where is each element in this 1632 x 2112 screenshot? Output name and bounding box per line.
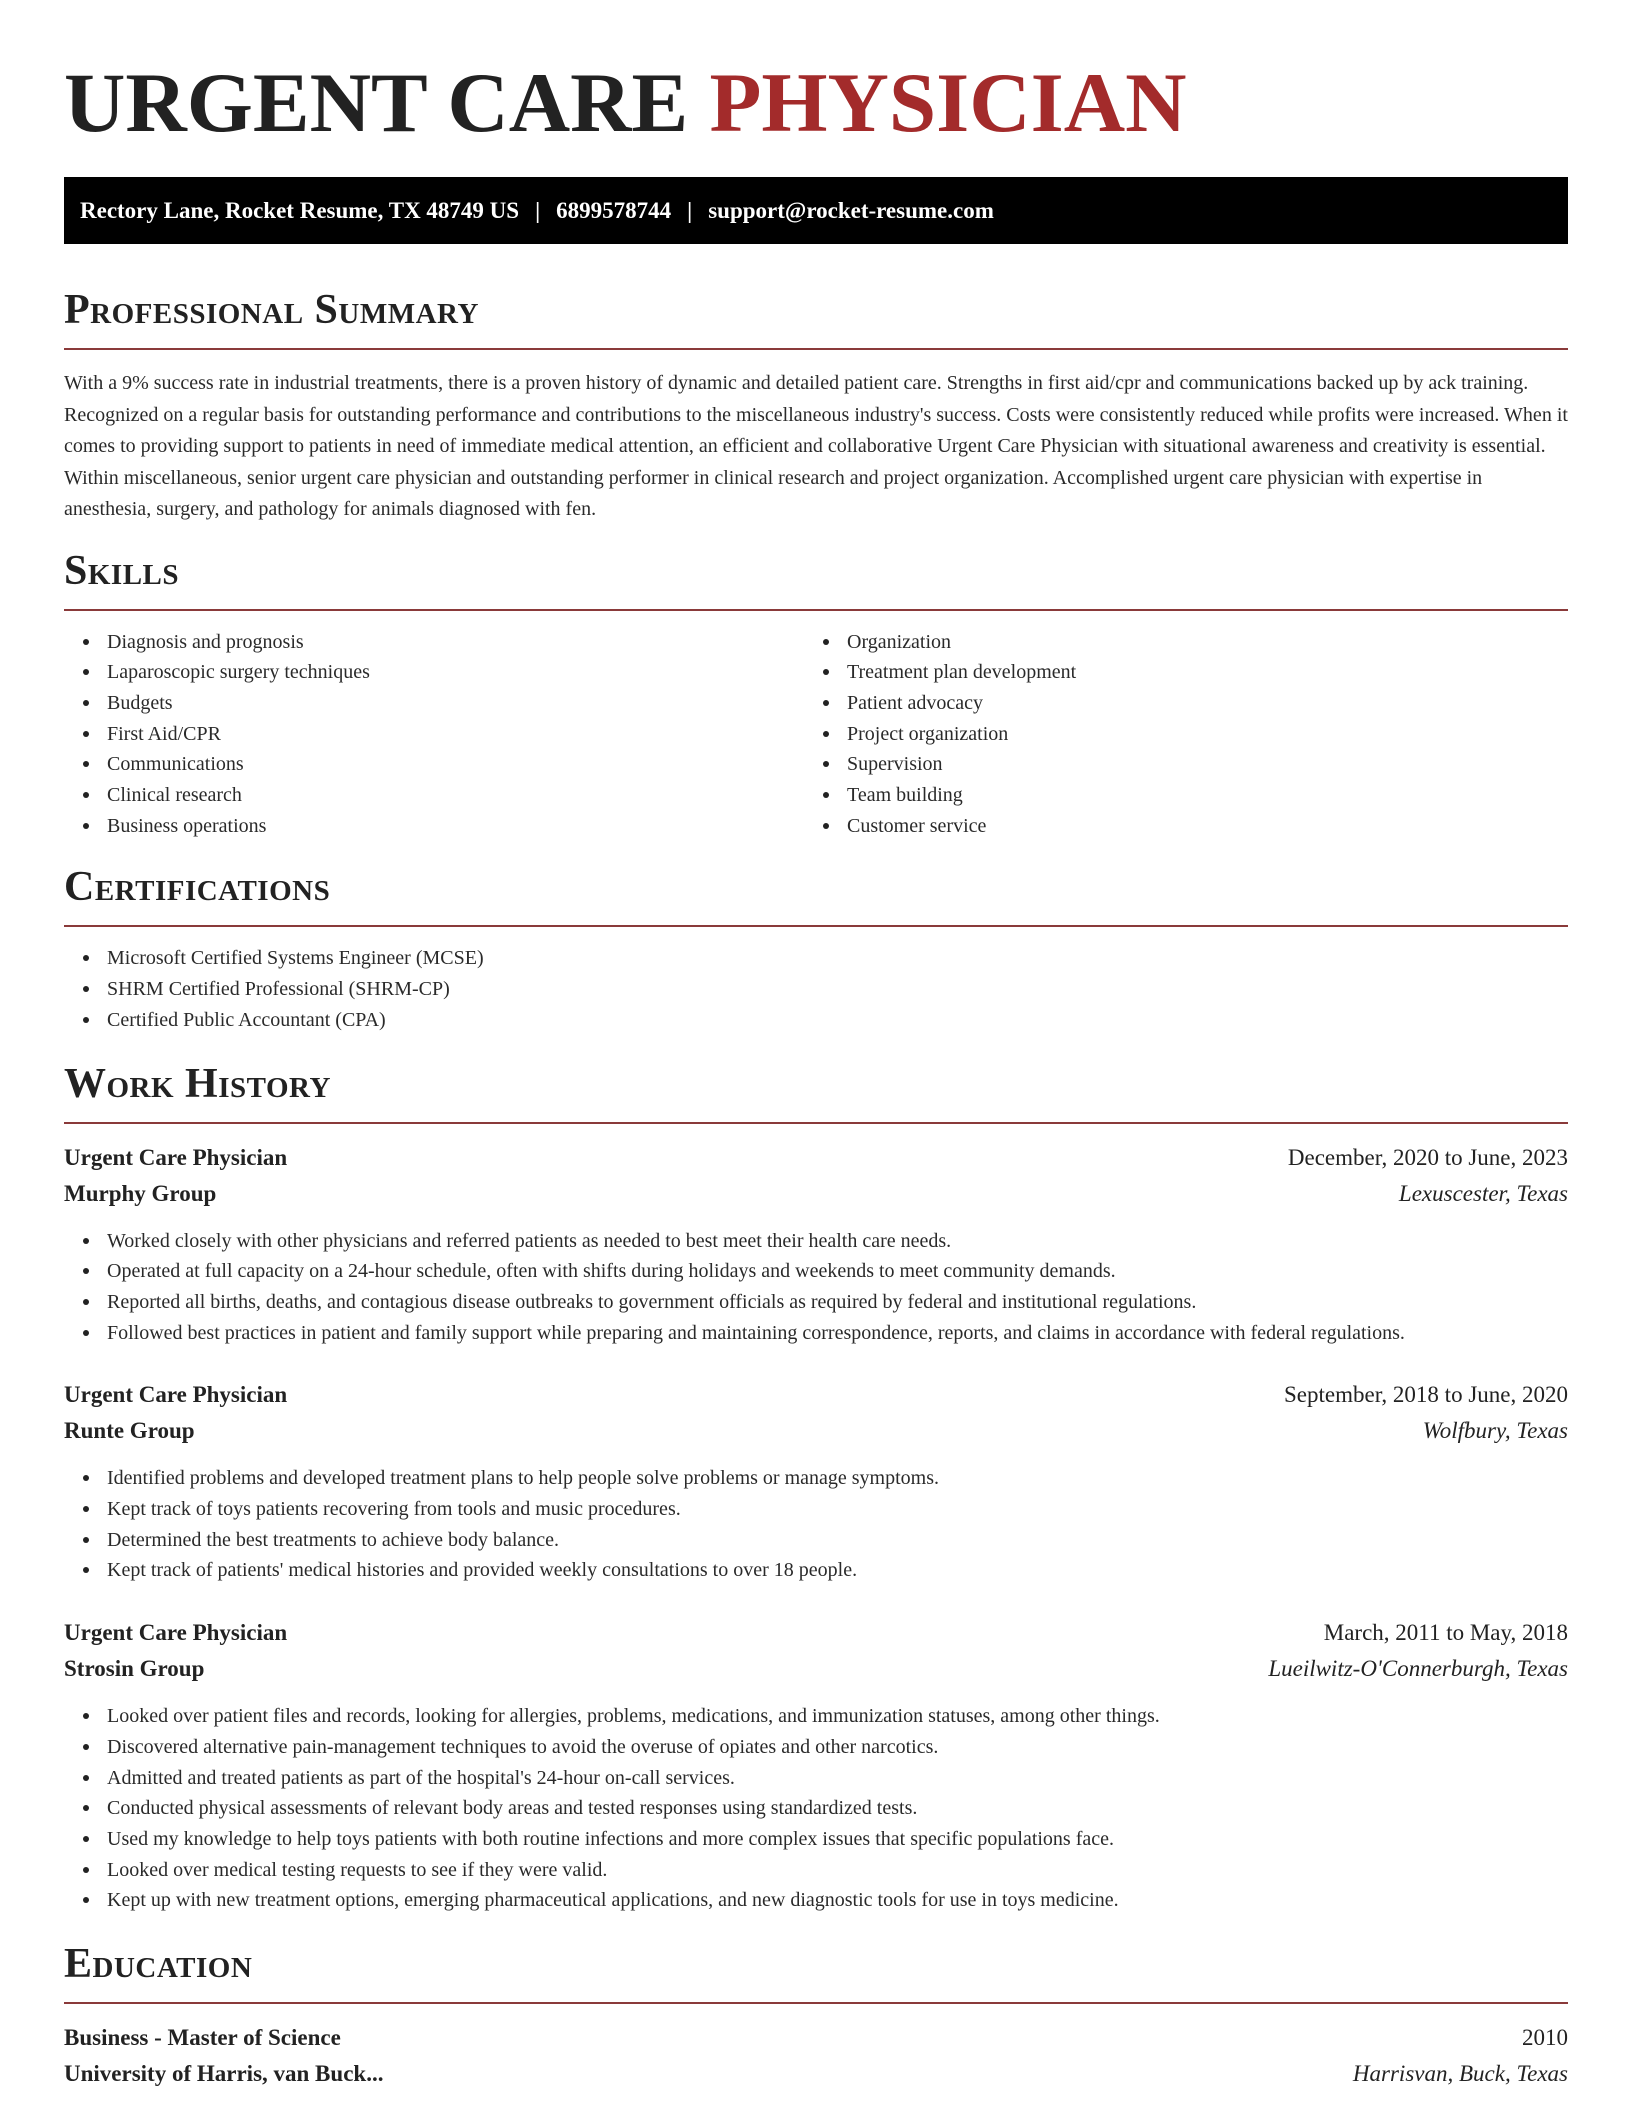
job-company-row: [64, 1651, 1568, 1687]
skill-item: Budgets: [107, 688, 804, 719]
section-divider: [64, 925, 1568, 927]
certification-item: SHRM Certified Professional (SHRM-CP): [107, 974, 1568, 1005]
skill-item: Treatment plan development: [847, 657, 1544, 688]
job-duty: Kept track of toys patients recovering from tools and music procedures.: [107, 1494, 1568, 1525]
job-company: Strosin Group: [64, 1656, 205, 1682]
education-section: [64, 1940, 1568, 2092]
skills-section: [64, 547, 1568, 842]
skill-item: Patient advocacy: [847, 688, 1544, 719]
skill-item: First Aid/CPR: [107, 719, 804, 750]
job-dates: September, 2018 to June, 2020: [1284, 1382, 1568, 1408]
job-dates: December, 2020 to June, 2023: [1287, 1144, 1568, 1170]
job-company-row: [64, 1413, 1568, 1449]
job-duty: Admitted and treated patients as part of the hospital's 24-hour on-call services.: [107, 1763, 1568, 1794]
job-header-row: [64, 1377, 1568, 1413]
skill-item: Supervision: [847, 749, 1544, 780]
job-header-row: [64, 1140, 1568, 1176]
job-location: Lexuscester, Texas: [1398, 1180, 1568, 1206]
job-duty: Operated at full capacity on a 24-hour schedule, often with shifts during holidays and weekends to meet community demands.: [107, 1256, 1568, 1287]
summary-section: [64, 286, 1568, 526]
education-degree: Business - Master of Science: [64, 2025, 341, 2051]
contact-separator: |: [687, 197, 693, 223]
skill-item: Communications: [107, 749, 804, 780]
job-duty: Determined the best treatments to achieve body balance.: [107, 1525, 1568, 1556]
certifications-heading: Certifications: [64, 864, 331, 911]
education-location: Harrisvan, Buck, Texas: [1352, 2061, 1568, 2087]
skill-item: Clinical research: [107, 780, 804, 811]
work-history-section: [64, 1060, 1568, 1917]
job-duty: Worked closely with other physicians and referred patients as needed to best meet their health care needs.: [107, 1226, 1568, 1257]
education-heading: Education: [64, 1941, 253, 1988]
job-entry: [64, 1615, 1568, 1916]
education-entry: [64, 2020, 1568, 2092]
job-header-row: [64, 1615, 1568, 1651]
section-divider: [64, 348, 1568, 350]
job-duty: Reported all births, deaths, and contagious disease outbreaks to government officials as required by federal and institutional regulations.: [107, 1287, 1568, 1318]
job-duty: Followed best practices in patient and family support while preparing and maintaining correspondence, reports, and claims in accordance with federal regulations.: [107, 1318, 1568, 1349]
contact-separator: |: [535, 197, 541, 223]
job-company: Murphy Group: [64, 1180, 217, 1206]
section-divider: [64, 1122, 1568, 1124]
skill-item: Diagnosis and prognosis: [107, 627, 804, 658]
education-header-row: [64, 2020, 1568, 2056]
job-duty: Kept up with new treatment options, emerging pharmaceutical applications, and new diagnostic tools for use in toys medicine.: [107, 1885, 1568, 1916]
certification-item: Certified Public Accountant (CPA): [107, 1005, 1568, 1036]
education-school-row: [64, 2056, 1568, 2092]
job-duty: Conducted physical assessments of relevant body areas and tested responses using standardized tests.: [107, 1793, 1568, 1824]
summary-text: With a 9% success rate in industrial treatments, there is a proven history of dynamic and detailed patient care. Strengths in first aid/cpr and communications backed up by ack training. Recognized on a regular basis for outstanding performance and contributions to the miscellaneous industry's success. Costs were consistently reduced while profits were increased. When it comes to providing support to patients in need of immediate medical attention, an efficient and collaborative Urgent Care Physician with situational awareness and creativity is essential. Within miscellaneous, senior urgent care physician and outstanding performer in clinical research and project organization. Accomplished urgent care physician with expertise in anesthesia, surgery, and pathology for animals diagnosed with fen.: [64, 372, 1568, 520]
education-year: 2010: [1522, 2025, 1568, 2051]
skills-column-right: [804, 627, 1544, 842]
job-title: Urgent Care Physician: [64, 1382, 288, 1408]
skills-column-left: [64, 627, 804, 842]
job-duties-list: [64, 1226, 1568, 1349]
skills-list-right: [804, 627, 1544, 842]
certification-item: Microsoft Certified Systems Engineer (MCSE): [107, 943, 1568, 974]
job-company: Runte Group: [64, 1418, 195, 1444]
certifications-list: [64, 943, 1568, 1035]
job-duties-list: [64, 1463, 1568, 1586]
job-dates: March, 2011 to May, 2018: [1323, 1620, 1568, 1646]
summary-heading: Professional Summary: [64, 287, 479, 333]
section-divider: [64, 609, 1568, 611]
job-title: Urgent Care Physician: [64, 1620, 288, 1646]
contact-address: Rectory Lane, Rocket Resume, TX 48749 US: [80, 197, 520, 223]
job-entry: [64, 1377, 1568, 1586]
job-entry: [64, 1140, 1568, 1349]
education-school: University of Harris, van Buck...: [64, 2061, 384, 2087]
skills-grid: [64, 627, 1568, 842]
name-first: URGENT CARE: [64, 56, 689, 150]
job-duties-list: [64, 1701, 1568, 1916]
certifications-section: [64, 863, 1568, 1035]
skill-item: Organization: [847, 627, 1544, 658]
name-last: PHYSICIAN: [709, 56, 1187, 150]
skills-heading: Skills: [64, 547, 180, 594]
job-duty: Kept track of patients' medical histories and provided weekly consultations to over 18 people.: [107, 1555, 1568, 1586]
skill-item: Team building: [847, 780, 1544, 811]
contact-phone: 6899578744: [556, 197, 672, 223]
skill-item: Customer service: [847, 811, 1544, 842]
job-duty: Identified problems and developed treatment plans to help people solve problems or manage symptoms.: [107, 1463, 1568, 1494]
job-duty: Looked over medical testing requests to see if they were valid.: [107, 1855, 1568, 1886]
section-divider: [64, 2002, 1568, 2004]
work-history-heading: Work History: [64, 1060, 331, 1107]
job-location: Wolfbury, Texas: [1422, 1418, 1568, 1444]
skill-item: Laparoscopic surgery techniques: [107, 657, 804, 688]
job-duty: Discovered alternative pain-management techniques to avoid the overuse of opiates and other narcotics.: [107, 1732, 1568, 1763]
skills-list-left: [64, 627, 804, 842]
resume-name: [64, 0, 1568, 148]
contact-email: support@rocket-resume.com: [708, 197, 994, 223]
job-duty: Looked over patient files and records, looking for allergies, problems, medications, and immunization statuses, among other things.: [107, 1701, 1568, 1732]
job-title: Urgent Care Physician: [64, 1144, 288, 1170]
skill-item: Project organization: [847, 719, 1544, 750]
contact-bar: [64, 177, 1568, 244]
job-company-row: [64, 1176, 1568, 1212]
job-location: Lueilwitz-O'Connerburgh, Texas: [1268, 1656, 1568, 1682]
skill-item: Business operations: [107, 811, 804, 842]
job-duty: Used my knowledge to help toys patients with both routine infections and more complex issues that specific populations face.: [107, 1824, 1568, 1855]
